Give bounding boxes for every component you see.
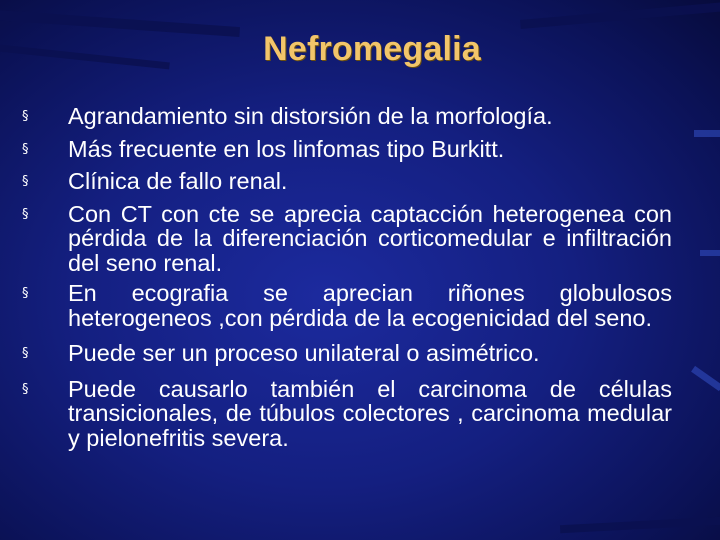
bullet-list [22, 104, 672, 458]
decorative-streak [520, 0, 720, 29]
list-item-text: Más frecuente en los linfomas tipo Burkitt. [68, 135, 505, 162]
list-item-text: Puede ser un proceso unilateral o asimétrico. [68, 340, 540, 366]
bullet-icon: § [22, 109, 29, 124]
decorative-streak [560, 515, 720, 533]
list-item [22, 169, 672, 194]
decorative-streak [694, 130, 720, 137]
bullet-icon: § [22, 174, 29, 189]
bullet-icon: § [22, 141, 29, 157]
list-item-text: Agrandamiento sin distorsión de la morfología. [68, 103, 553, 129]
list-item-text: Con CT con cte se aprecia captacción heterogenea con pérdida de la diferenciación corticomedular e infiltración del seno renal. [68, 200, 672, 276]
list-item [22, 281, 672, 330]
list-item-text: Puede causarlo también el carcinoma de células transicionales, de túbulos colectores , carcinoma medular y pielonefritis severa. [68, 375, 672, 451]
decorative-streak [691, 366, 720, 391]
list-item [22, 104, 672, 129]
list-item-text: Clínica de fallo renal. [68, 168, 288, 194]
decorative-streak [700, 250, 720, 256]
bullet-icon: § [22, 206, 29, 222]
slide-title: Nefromegalia [263, 30, 481, 68]
list-item [22, 341, 672, 366]
bullet-icon: § [22, 346, 29, 361]
list-item [22, 202, 672, 276]
list-item [22, 137, 672, 162]
list-item [22, 377, 672, 451]
list-item-text: En ecografia se aprecian riñones globulosos heterogeneos ,con pérdida de la ecogenicidad del seno. [68, 280, 672, 331]
bullet-icon: § [22, 286, 29, 301]
bullet-icon: § [22, 381, 29, 397]
